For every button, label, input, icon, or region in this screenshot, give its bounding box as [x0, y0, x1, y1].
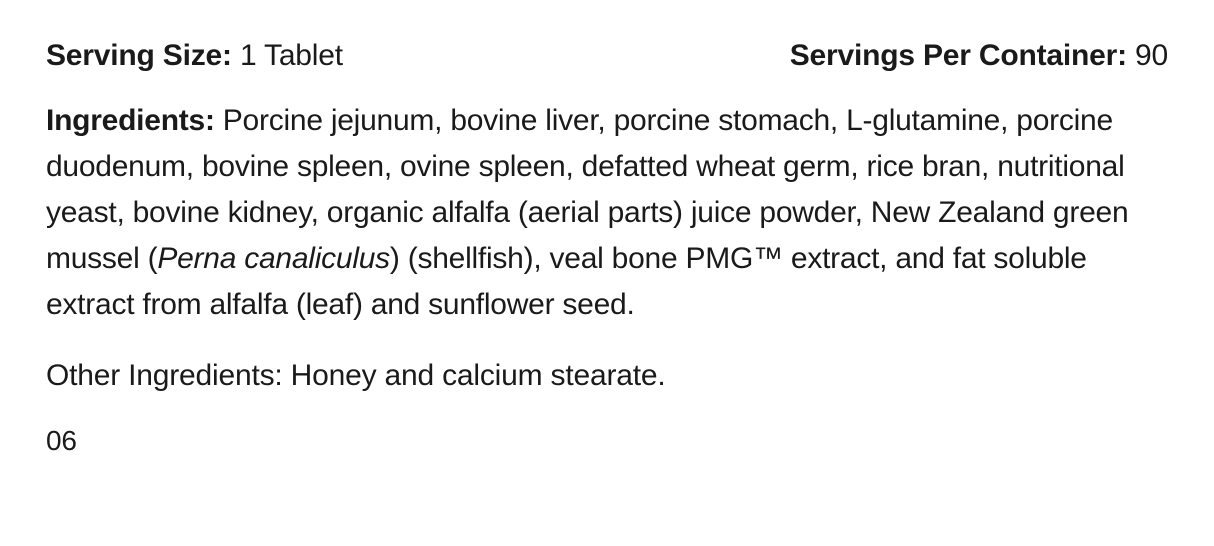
label-code: 06 — [46, 425, 77, 456]
ingredients-paragraph — [46, 98, 1168, 328]
ingredients-latin-name: Perna canaliculus — [157, 242, 390, 275]
servings-per-container-label: Servings Per Container: — [789, 39, 1127, 72]
other-ingredients-paragraph: Other Ingredients: Honey and calcium stearate. — [46, 359, 666, 392]
servings-per-container — [790, 38, 1168, 74]
serving-size-label: Serving Size: — [46, 39, 232, 72]
serving-info-row — [46, 38, 1168, 74]
servings-per-container-value: 90 — [1135, 39, 1168, 72]
ingredients-text-part2: ) (shellfish), veal bone PMG™ extract, and fat soluble extract from alfalfa (leaf) and sunflower seed. — [46, 242, 1087, 321]
serving-size — [46, 38, 343, 74]
ingredients-label: Ingredients: — [46, 104, 215, 137]
ingredients-text-part1: Porcine jejunum, bovine liver, porcine stomach, L-glutamine, porcine duodenum, bovine spleen, ovine spleen, defatted wheat germ, rice bran, nutritional yeast, bovine kidney, organic alfalfa (aerial parts) juice powder, New Zealand green mussel ( — [46, 104, 1129, 275]
serving-size-value: 1 Tablet — [239, 39, 343, 72]
